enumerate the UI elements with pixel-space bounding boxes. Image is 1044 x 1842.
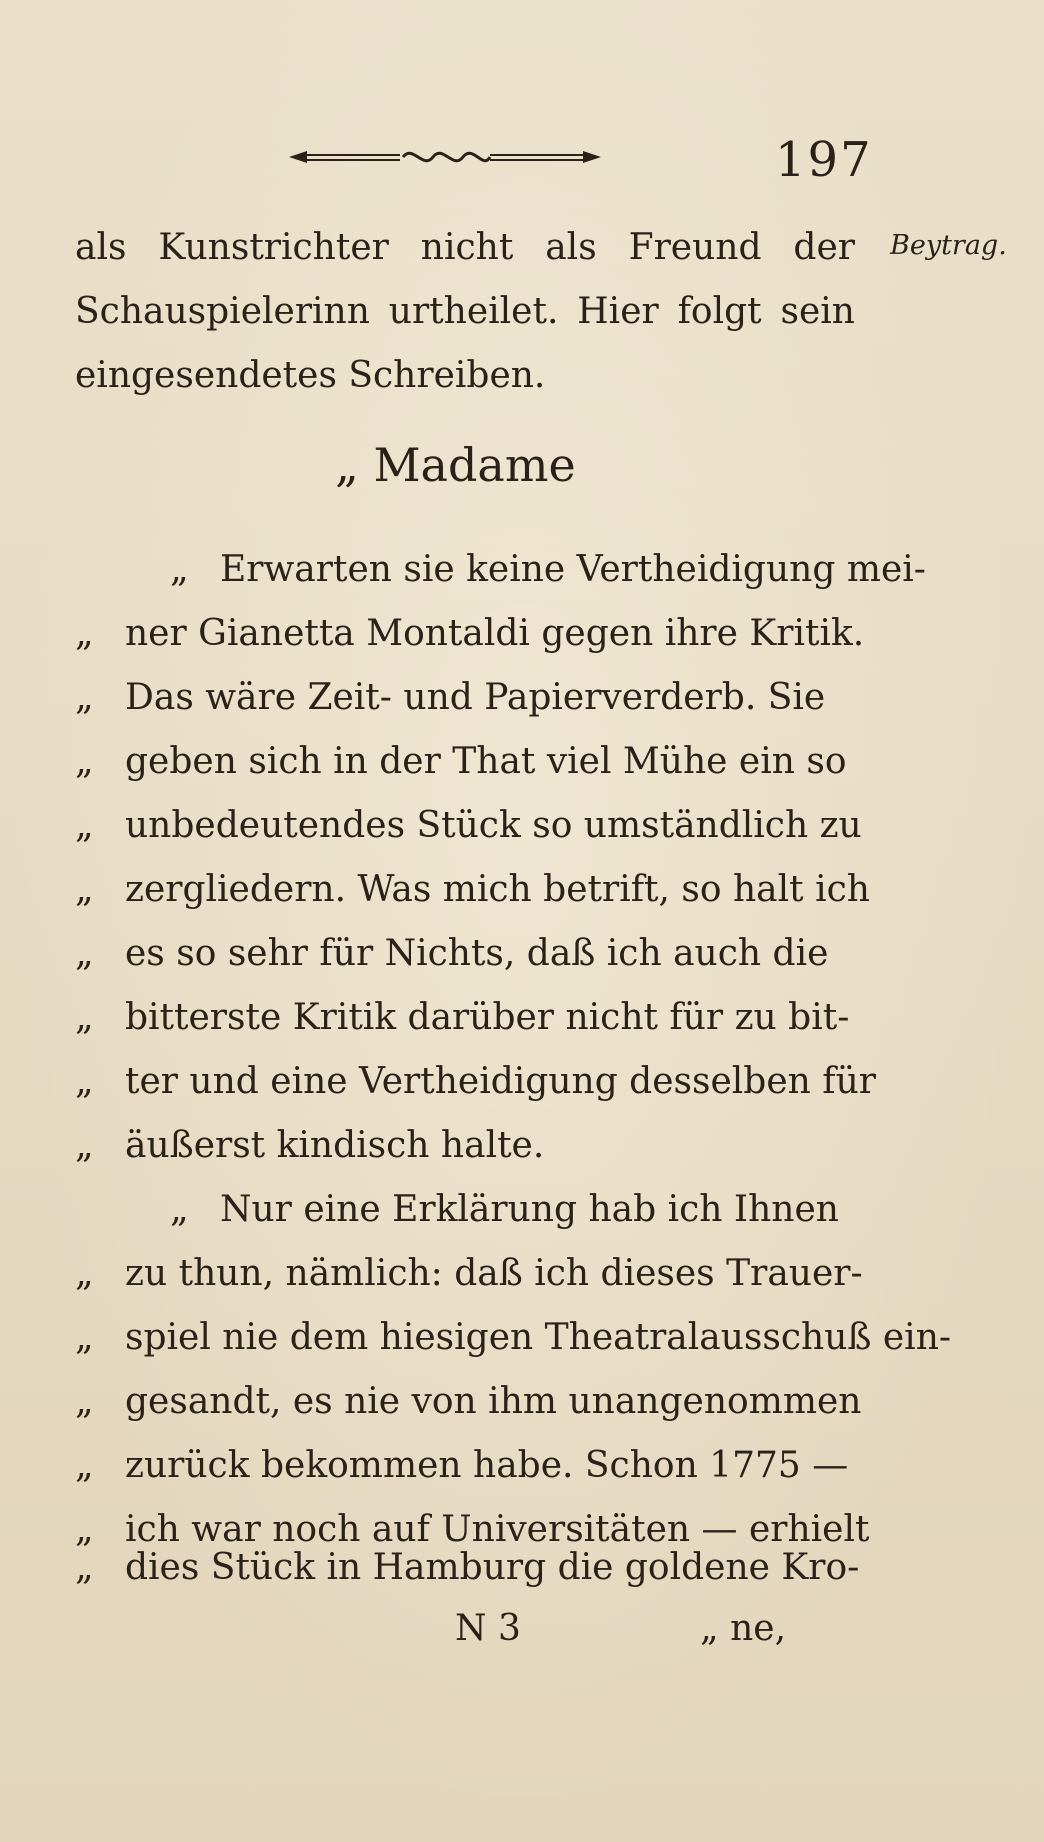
quote-mark: „ bbox=[75, 1381, 94, 1422]
header-ornament-icon bbox=[285, 142, 605, 172]
letter-line-text: Das wäre Zeit- und Papierverderb. Sie bbox=[125, 677, 826, 718]
page-number: 197 bbox=[775, 132, 873, 188]
letter-line bbox=[75, 548, 926, 592]
quote-mark: „ bbox=[170, 1189, 189, 1230]
quote-mark: „ bbox=[75, 677, 94, 718]
quote-mark: „ bbox=[75, 741, 94, 782]
letter-line bbox=[75, 612, 864, 656]
letter-line-text: spiel nie dem hiesigen Theatralausschuß ein- bbox=[125, 1317, 952, 1358]
letter-line bbox=[75, 1444, 848, 1488]
letter-line bbox=[75, 996, 849, 1040]
quote-mark: „ bbox=[75, 997, 94, 1038]
letter-line-text: unbedeutendes Stück so umständlich zu bbox=[125, 805, 862, 846]
letter-salutation: „ Madame bbox=[335, 438, 576, 492]
quote-mark: „ bbox=[170, 549, 189, 590]
letter-line-text: dies Stück in Hamburg die goldene Kro- bbox=[125, 1547, 860, 1588]
letter-line bbox=[75, 740, 847, 784]
intro-line: als Kunstrichter nicht als Freund der bbox=[75, 227, 855, 268]
quote-mark: „ bbox=[75, 1253, 94, 1294]
letter-line bbox=[75, 932, 828, 976]
letter-line-text: zergliedern. Was mich betrift, so halt ich bbox=[125, 869, 870, 910]
quote-mark: „ bbox=[75, 1445, 94, 1486]
margin-note: Beytrag. bbox=[890, 230, 1007, 261]
letter-line-text: ter und eine Vertheidigung desselben für bbox=[125, 1061, 876, 1102]
letter-line-text: zu thun, nämlich: daß ich dieses Trauer- bbox=[125, 1253, 863, 1294]
intro-line: Schauspielerinn urtheilet. Hier folgt sein bbox=[75, 291, 855, 332]
letter-line bbox=[75, 1316, 951, 1360]
letter-line bbox=[75, 804, 862, 848]
letter-line bbox=[75, 1060, 876, 1104]
letter-line bbox=[75, 1380, 861, 1424]
quote-mark: „ bbox=[75, 1061, 94, 1102]
letter-line-text: bitterste Kritik darüber nicht für zu bit- bbox=[125, 997, 850, 1038]
letter-line-text: geben sich in der That viel Mühe ein so bbox=[125, 741, 847, 782]
letter-line-text: es so sehr für Nichts, daß ich auch die bbox=[125, 933, 829, 974]
letter-line-text: zurück bekommen habe. Schon 1775 — bbox=[125, 1445, 849, 1486]
quote-mark: „ bbox=[75, 933, 94, 974]
letter-line bbox=[75, 1252, 863, 1296]
letter-line bbox=[75, 868, 870, 912]
intro-line: eingesendetes Schreiben. bbox=[75, 355, 546, 396]
letter-line-text: Erwarten sie keine Vertheidigung mei- bbox=[220, 549, 926, 590]
letter-line bbox=[75, 1546, 859, 1590]
quote-mark: „ bbox=[75, 869, 94, 910]
quote-mark: „ bbox=[75, 613, 94, 654]
letter-line bbox=[75, 1188, 839, 1232]
catchword: „ ne, bbox=[700, 1608, 787, 1649]
letter-line-text: ich war noch auf Universitäten — erhielt bbox=[125, 1509, 870, 1550]
letter-line-text: gesandt, es nie von ihm unangenommen bbox=[125, 1381, 862, 1422]
quote-mark: „ bbox=[75, 805, 94, 846]
letter-line bbox=[75, 1124, 544, 1168]
quote-mark: „ bbox=[75, 1317, 94, 1358]
signature-mark: N 3 bbox=[455, 1608, 521, 1649]
quote-mark: „ bbox=[75, 1547, 94, 1588]
quote-mark: „ bbox=[75, 1125, 94, 1166]
letter-line-text: Nur eine Erklärung hab ich Ihnen bbox=[220, 1189, 839, 1230]
letter-line bbox=[75, 676, 825, 720]
letter-line-text: ner Gianetta Montaldi gegen ihre Kritik. bbox=[125, 613, 865, 654]
letter-line-text: äußerst kindisch halte. bbox=[125, 1125, 545, 1166]
quote-mark: „ bbox=[75, 1509, 94, 1550]
